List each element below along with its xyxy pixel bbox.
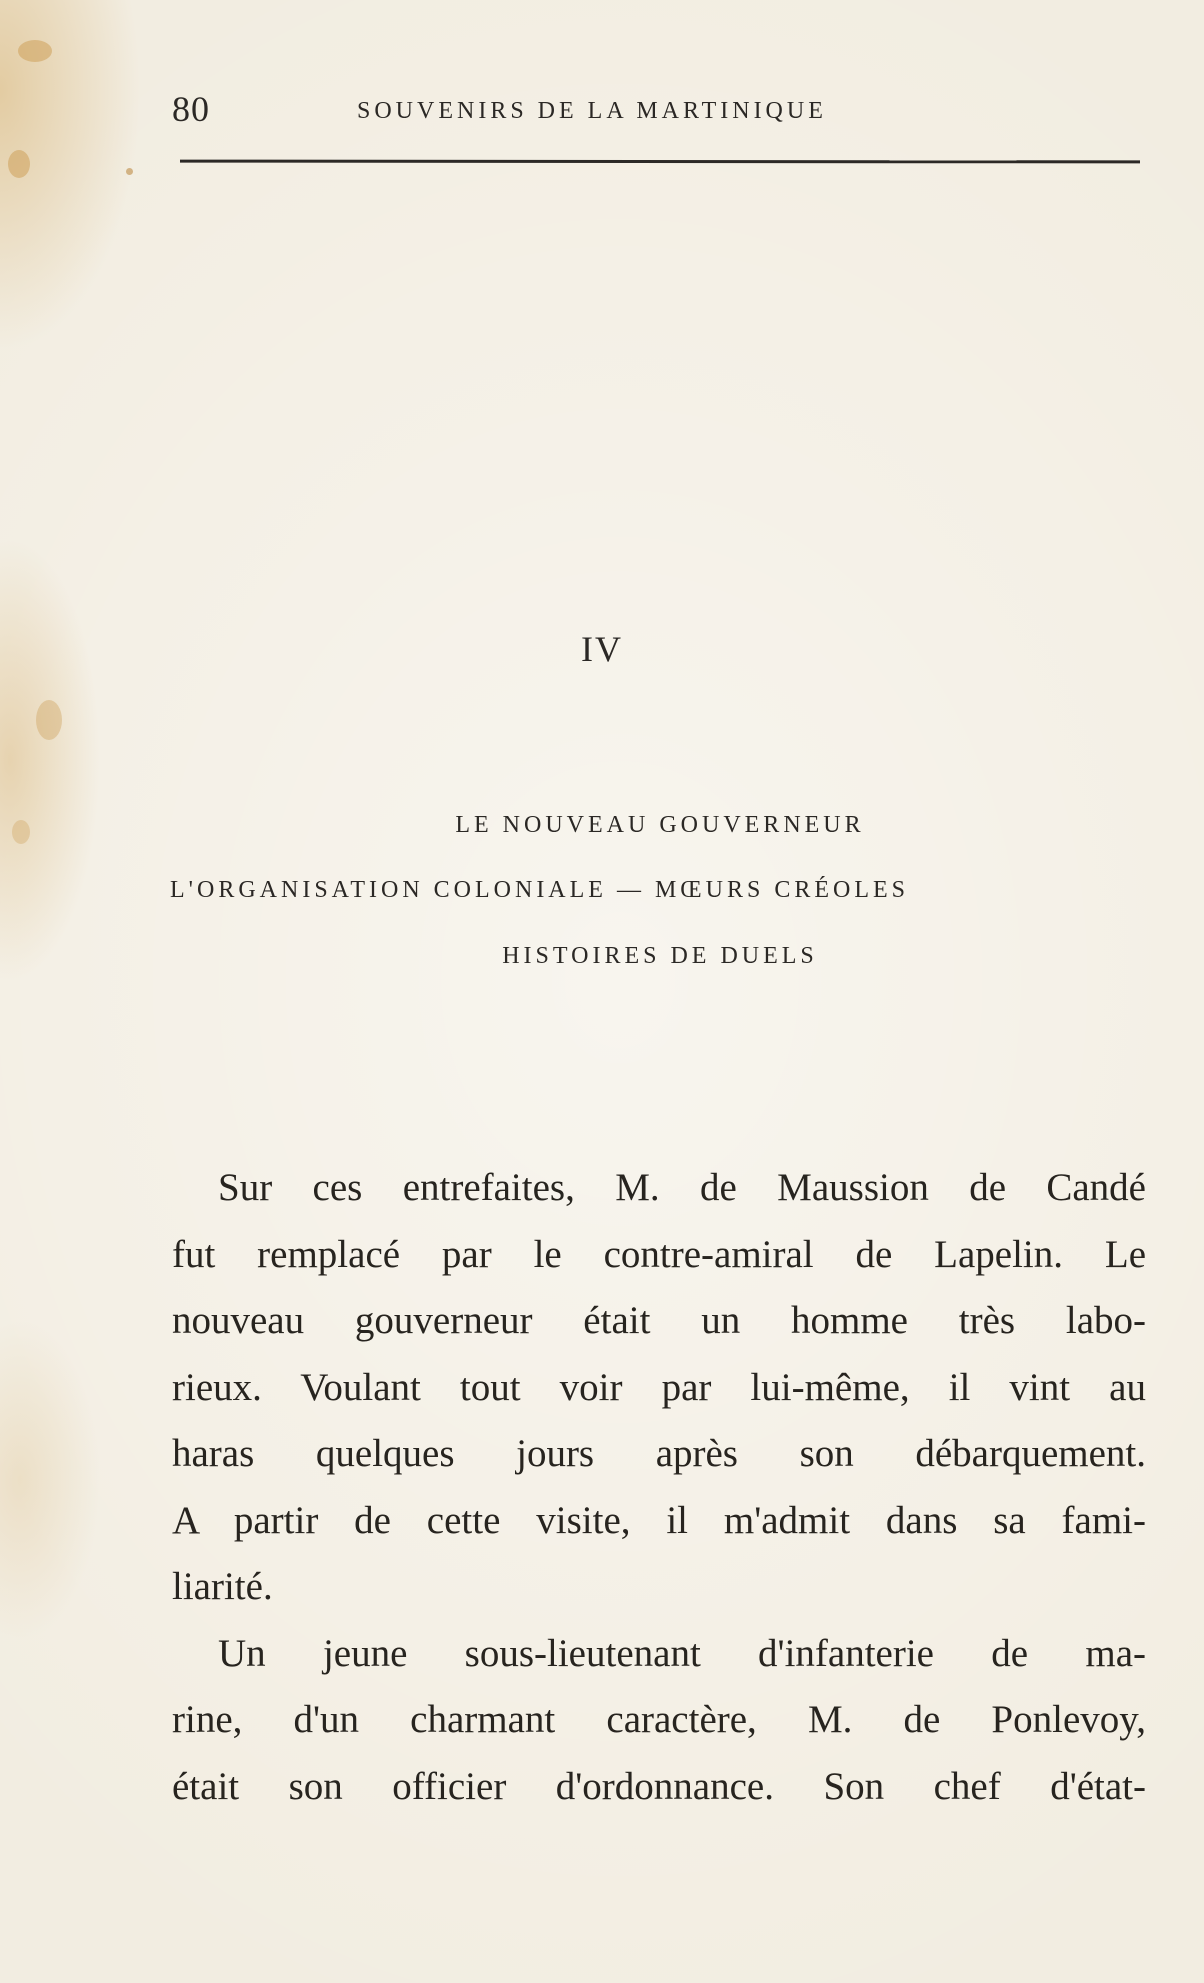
- header-rule: [180, 160, 1140, 164]
- text-line: liarité.: [172, 1565, 273, 1608]
- text-line: Un jeune sous-lieutenant d'infanterie de ma-: [218, 1631, 1146, 1675]
- text-line: nouveau gouverneur était un homme très labo-: [172, 1299, 1146, 1342]
- text-line: fut remplacé par le contre-amiral de Lapelin. Le: [172, 1232, 1146, 1276]
- chapter-subtitle-line: LE NOUVEAU GOUVERNEUR: [455, 812, 865, 838]
- text-line: Sur ces entrefaites, M. de Maussion de Candé: [218, 1166, 1146, 1209]
- paper-stain: [36, 700, 62, 740]
- text-line: était son officier d'ordonnance. Son chef d'état-: [172, 1764, 1146, 1808]
- paper-stain: [12, 820, 30, 844]
- running-title: SOUVENIRS DE LA MARTINIQUE: [357, 98, 827, 124]
- body-text: [172, 1155, 1146, 1820]
- text-line: haras quelques jours après son débarquement.: [172, 1432, 1146, 1475]
- text-line: A partir de cette visite, il m'admit dans sa fami-: [172, 1498, 1146, 1542]
- chapter-number: IV: [581, 629, 623, 669]
- paper-stain: [18, 40, 52, 62]
- page-number: 80: [172, 89, 210, 129]
- chapter-subtitle-line: HISTOIRES DE DUELS: [502, 943, 818, 969]
- paper-stain: [126, 168, 133, 175]
- chapter-subtitle-line: L'ORGANISATION COLONIALE — MŒURS CRÉOLES: [170, 877, 909, 903]
- text-line: rine, d'un charmant caractère, M. de Ponlevoy,: [172, 1698, 1146, 1741]
- text-line: rieux. Voulant tout voir par lui-même, il vint au: [172, 1365, 1146, 1409]
- page-header: [172, 88, 1134, 138]
- paper-stain: [8, 150, 30, 178]
